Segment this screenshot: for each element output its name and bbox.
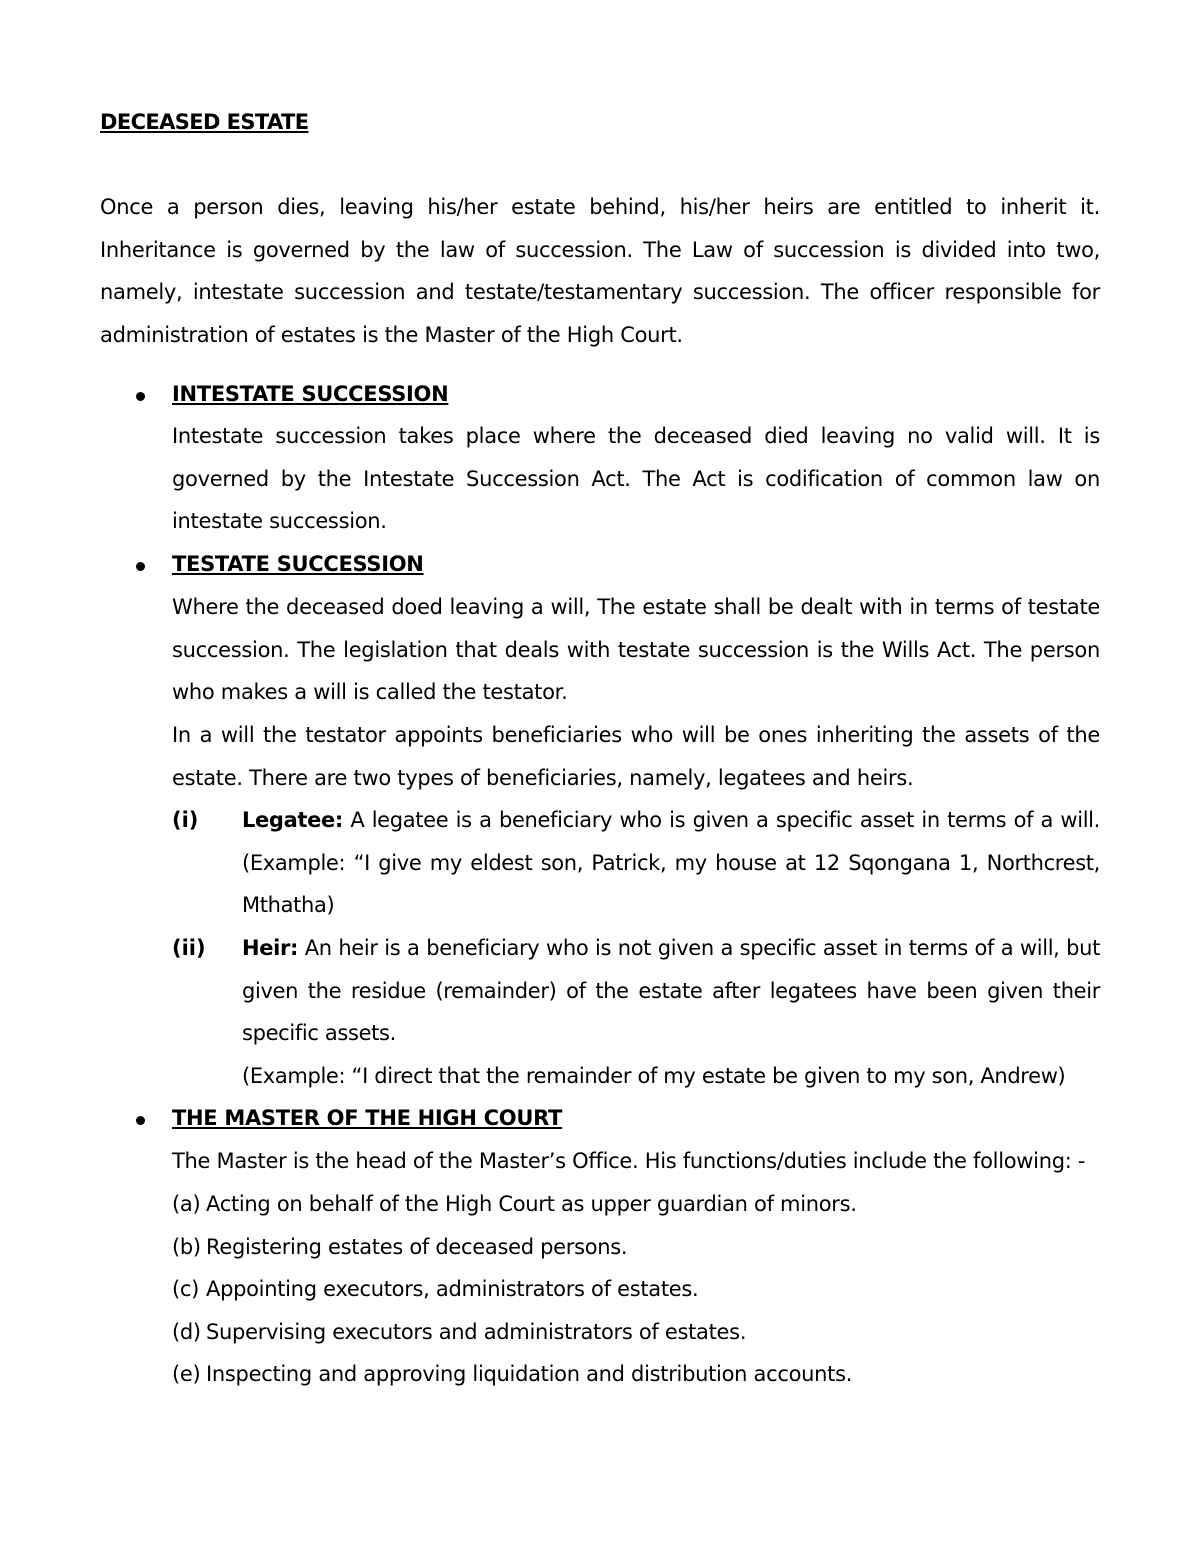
duty-label: (d) [172,1320,201,1344]
duty-text: Supervising executors and administrators of estates. [206,1320,747,1344]
duty-text: Acting on behalf of the High Court as upper guardian of minors. [206,1192,857,1216]
duty-item [172,1353,852,1396]
bullet-icon [136,562,145,571]
document-title: DECEASED ESTATE [100,110,309,134]
intestate-heading: INTESTATE SUCCESSION [172,382,449,406]
heir-example: (Example: “I direct that the remainder of my estate be given to my son, Andrew) [242,1064,1066,1088]
testate-body-1: Where the deceased doed leaving a will, The estate shall be dealt with in terms of testate succession. The legislation that deals with testate succession is the Wills Act. The person who makes a will is called the testator. [172,595,1100,704]
duty-item [172,1268,698,1311]
duty-text: Inspecting and approving liquidation and distribution accounts. [206,1362,853,1386]
duty-item [172,1226,627,1269]
bullet-icon [136,392,145,401]
legatee-number: (i) [172,808,199,832]
duty-label: (e) [172,1362,201,1386]
duty-label: (b) [172,1235,201,1259]
duty-item [172,1311,746,1354]
duty-text: Registering estates of deceased persons. [206,1235,628,1259]
master-heading: THE MASTER OF THE HIGH COURT [172,1106,563,1130]
bullet-icon [136,1116,145,1125]
duty-text: Appointing executors, administrators of estates. [206,1277,699,1301]
heir-text [242,927,1100,1055]
testate-heading: TESTATE SUCCESSION [172,552,424,576]
legatee-term: Legatee: [242,808,343,832]
heir-term: Heir: [242,936,299,960]
testate-body-2: In a will the testator appoints beneficiaries who will be ones inheriting the assets of the estate. There are two types of beneficiaries, namely, legatees and heirs. [172,723,1100,790]
intro-paragraph: Once a person dies, leaving his/her estate behind, his/her heirs are entitled to inherit it. Inheritance is governed by the law of succession. The Law of succession is divided into two, namely, intestate succession and testate/testamentary succession. The officer responsible for administration of estates is the Master of the High Court. [100,195,1100,347]
duty-item [172,1183,857,1226]
legatee-definition: A legatee is a beneficiary who is given a specific asset in terms of a will. (Example: “I give my eldest son, Patrick, my house at 12 Sqongana 1, Northcrest, Mthatha) [242,808,1100,917]
legatee-text [242,799,1100,927]
heir-number: (ii) [172,936,206,960]
duty-label: (a) [172,1192,201,1216]
heir-definition: An heir is a beneficiary who is not given a specific asset in terms of a will, but given the residue (remainder) of the estate after legatees have been given their specific assets. [242,936,1100,1045]
intestate-body: Intestate succession takes place where the deceased died leaving no valid will. It is governed by the Intestate Succession Act. The Act is codification of common law on intestate succession. [172,424,1100,533]
duty-label: (c) [172,1277,200,1301]
master-body: The Master is the head of the Master’s Office. His functions/duties include the following: - [172,1149,1086,1173]
